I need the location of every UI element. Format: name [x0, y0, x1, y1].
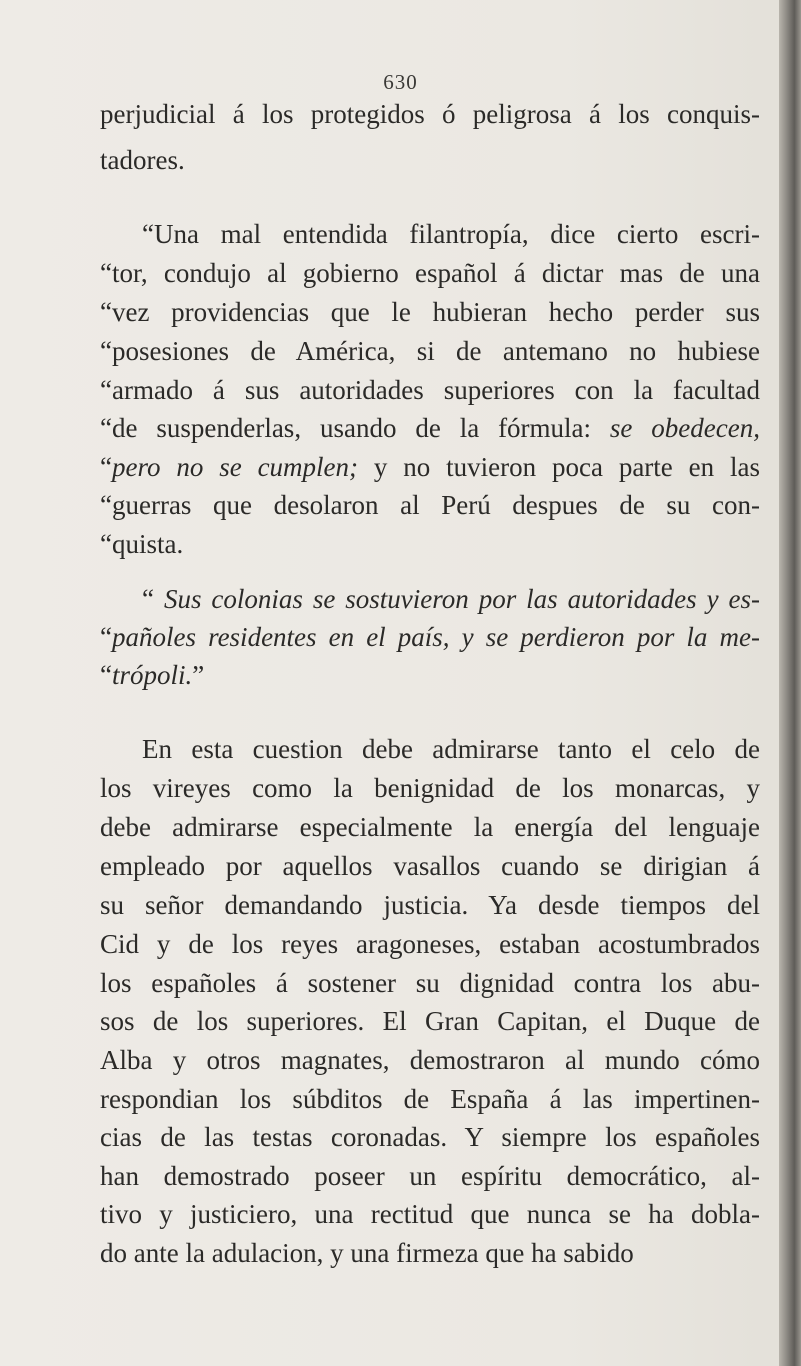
italic-text: Sus colonias se sostuvieron por las autoridades y es-: [163, 584, 761, 614]
text-line: [100, 658, 760, 692]
text-segment: “: [142, 584, 164, 614]
text-segment: empleado por aquellos vasallos cuando se dirigian á: [100, 851, 760, 881]
text-segment: han demostrado poseer un espíritu democrático, al-: [100, 1161, 760, 1191]
text-segment: cias de las testas coronadas. Y siempre los españoles: [100, 1122, 760, 1152]
text-line: [100, 373, 760, 407]
text-line: [100, 620, 760, 654]
text-line: [100, 1159, 760, 1193]
text-line: [100, 450, 760, 484]
text-line: [100, 849, 760, 883]
text-segment: “Una mal entendida filantropía, dice cierto escri-: [142, 219, 760, 249]
text-segment: y no tuvieron poca parte en las: [358, 452, 760, 482]
text-line: [100, 771, 760, 805]
text-line: [100, 97, 760, 131]
text-line: [100, 1236, 760, 1270]
text-segment: “armado á sus autoridades superiores con la facultad: [100, 375, 760, 405]
text-segment: “quista.: [100, 529, 184, 559]
text-segment: debe admirarse especialmente la energía del lenguaje: [100, 812, 760, 842]
text-segment: “posesiones de América, si de antemano no hubiese: [100, 336, 760, 366]
text-segment: “: [100, 660, 112, 690]
text-segment: tadores.: [100, 145, 185, 175]
text-segment: los vireyes como la benignidad de los monarcas, y: [100, 773, 760, 803]
text-segment: respondian los súbditos de España á las impertinen-: [100, 1084, 760, 1114]
text-line: [100, 1082, 760, 1116]
text-segment: Alba y otros magnates, demostraron al mundo cómo: [100, 1045, 760, 1075]
text-line: [100, 1120, 760, 1154]
text-segment: “de suspenderlas, usando de la fórmula:: [100, 413, 610, 443]
text-line: [100, 1004, 760, 1038]
text-line: [100, 527, 760, 561]
text-line: [100, 488, 760, 522]
text-line: [100, 966, 760, 1000]
text-line: [142, 217, 760, 251]
text-segment: sos de los superiores. El Gran Capitan, el Duque de: [100, 1006, 760, 1036]
text-line: [100, 295, 760, 329]
text-segment: perjudicial á los protegidos ó peligrosa á los conquis-: [100, 99, 760, 129]
text-segment: los españoles á sostener su dignidad contra los abu-: [100, 968, 760, 998]
text-line: [142, 582, 760, 616]
text-segment: En esta cuestion debe admirarse tanto el celo de: [142, 734, 760, 764]
page-edge-shadow: [779, 0, 801, 1366]
italic-text: se obedecen,: [609, 413, 760, 443]
text-line: [100, 1043, 760, 1077]
text-line: [100, 888, 760, 922]
text-segment: Cid y de los reyes aragoneses, estaban acostumbrados: [100, 929, 760, 959]
text-line: [100, 334, 760, 368]
text-segment: “: [100, 622, 112, 652]
text-segment: ”: [192, 660, 205, 690]
text-line: [142, 732, 760, 766]
text-segment: “guerras que desolaron al Perú despues de su con-: [100, 490, 760, 520]
italic-text: pero no se cumplen;: [111, 452, 359, 482]
text-segment: “: [100, 452, 112, 482]
text-segment: do ante la adulacion, y una firmeza que ha sabido: [100, 1238, 634, 1268]
page-number: 630: [383, 70, 418, 94]
text-line: [100, 256, 760, 290]
text-line: [100, 810, 760, 844]
text-segment: su señor demandando justicia. Ya desde tiempos del: [100, 890, 760, 920]
text-segment: tivo y justiciero, una rectitud que nunca se ha dobla-: [100, 1199, 760, 1229]
text-line: [100, 927, 760, 961]
text-line: [100, 143, 760, 177]
text-segment: “vez providencias que le hubieran hecho perder sus: [100, 297, 760, 327]
text-line: [100, 411, 760, 445]
italic-text: trópoli.: [111, 660, 193, 690]
text-line: [100, 1197, 760, 1231]
text-segment: “tor, condujo al gobierno español á dictar mas de una: [100, 258, 760, 288]
italic-text: pañoles residentes en el país, y se perdieron por la me-: [111, 622, 760, 652]
